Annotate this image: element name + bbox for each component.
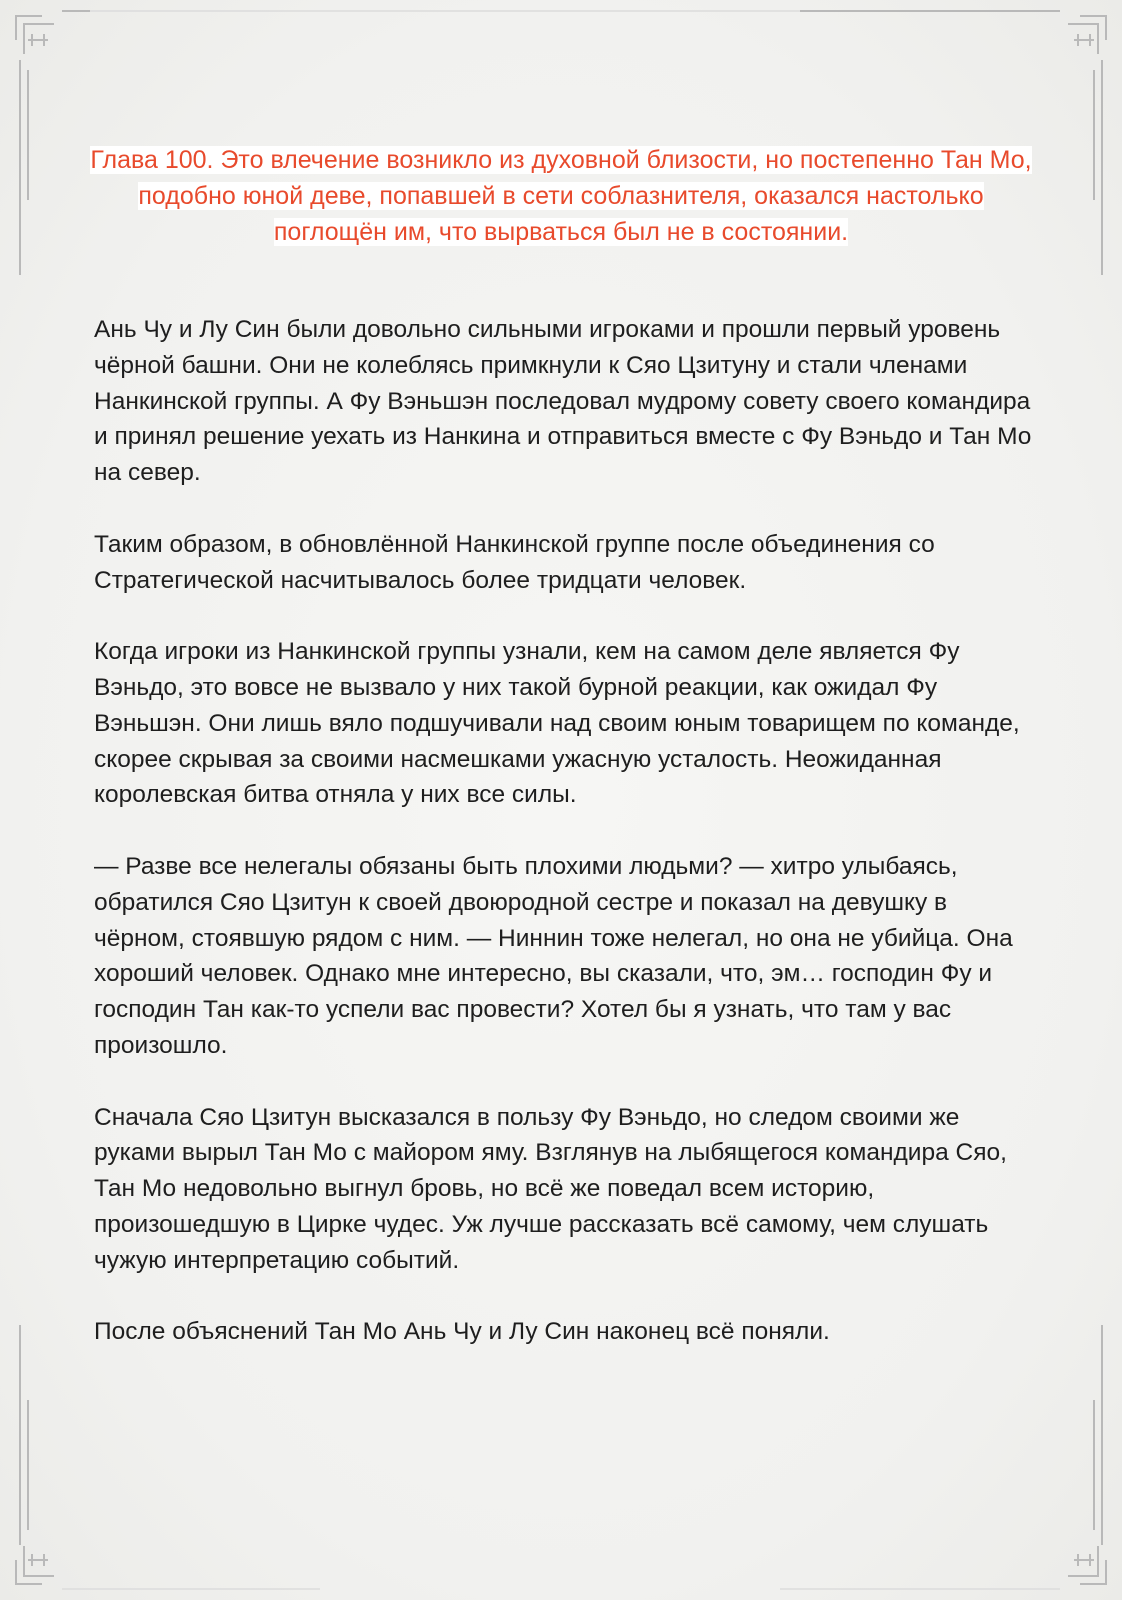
chapter-body <box>94 312 1034 1386</box>
chapter-title <box>80 142 1042 250</box>
chapter-title-text: Глава 100. Это влечение возникло из духовной близости, но постепенно Тан Мо, подобно юной деве, попавшей в сети соблазнителя, оказался настолько поглощён им, что вырваться был не в состоянии. <box>90 146 1032 246</box>
paragraph: Ань Чу и Лу Син были довольно сильными игроками и прошли первый уровень чёрной башни. Они не колеблясь примкнули к Сяо Цзитуну и стали членами Нанкинской группы. А Фу Вэньшэн последовал мудрому совету своего командира и принял решение уехать из Нанкина и отправиться вместе с Фу Вэньдо и Тан Мо на север. <box>94 316 1032 487</box>
corner-ornament-top-left <box>16 11 90 275</box>
paragraph: Сначала Сяо Цзитун высказался в пользу Фу Вэньдо, но следом своими же руками вырыл Тан Мо с майором яму. Взглянув на лыбящегося командира Сяо, Тан Мо недовольно выгнул бровь, но всё же поведал всем историю, произошедшую в Цирке чудес. Уж лучше рассказать всё самому, чем слушать чужую интерпретацию событий. <box>94 1103 1007 1274</box>
paragraph: После объяснений Тан Мо Ань Чу и Лу Син наконец всё поняли. <box>94 1318 830 1346</box>
paragraph: Когда игроки из Нанкинской группы узнали, кем на самом деле является Фу Вэньдо, это вовсе не вызвало у них такой бурной реакции, как ожидал Фу Вэньшэн. Они лишь вяло подшучивали над своим юным товарищем по команде, скорее скрывая за своими насмешками ужасную усталость. Неожиданная королевская битва отняла у них все силы. <box>94 638 1020 809</box>
paragraph: Таким образом, в обновлённой Нанкинской группе после объединения со Стратегической насчитывалось более тридцати человек. <box>94 530 935 594</box>
paragraph: — Разве все нелегалы обязаны быть плохими людьми? — хитро улыбаясь, обратился Сяо Цзитун к своей двоюродной сестре и показал на девушку в чёрном, стоявшую рядом с ним. — Ниннин тоже нелегал, но она не убийца. Она хороший человек. Однако мне интересно, вы сказали, что, эм… господин Фу и господин Тан как-то успели вас провести? Хотел бы я узнать, что там у вас произошло. <box>94 852 1013 1059</box>
